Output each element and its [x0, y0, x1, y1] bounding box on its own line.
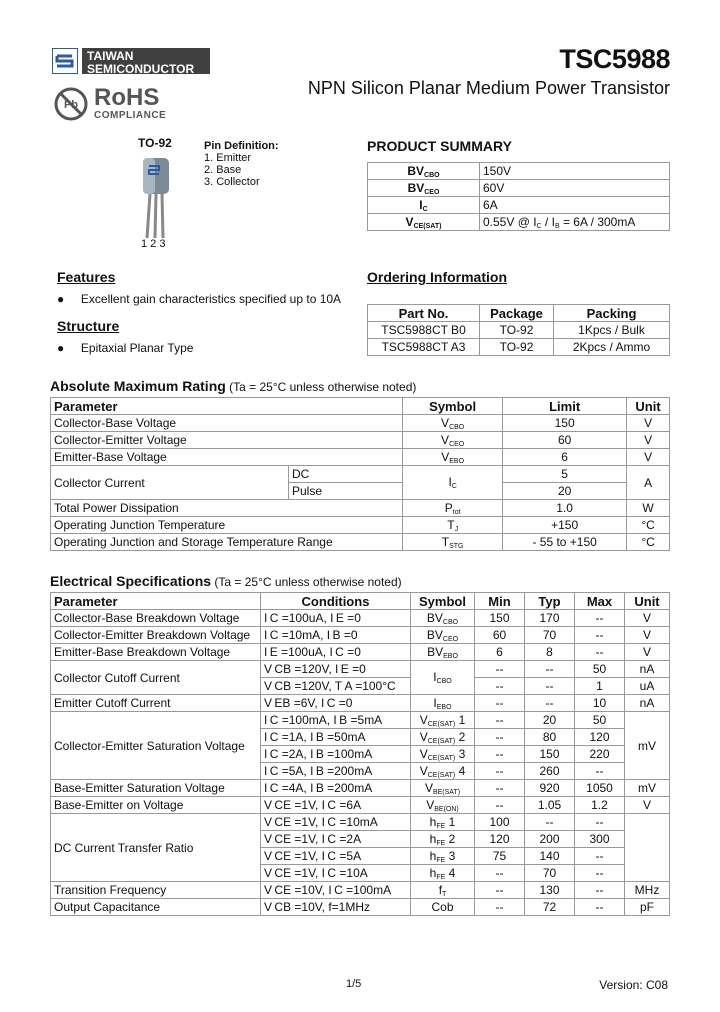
max: 1.2 [575, 797, 625, 814]
symbol: $I_{CBO}$ [411, 661, 475, 695]
part-no: TSC5988CT B0 [368, 322, 480, 339]
limit: - 55 to +150 [503, 534, 627, 551]
elec-row [51, 610, 670, 627]
abs-max-row [51, 466, 670, 483]
condition: V CB =10V, f=1MHz [261, 899, 411, 916]
abs-max-row [51, 500, 670, 517]
limit: 1.0 [503, 500, 627, 517]
min: 75 [475, 848, 525, 865]
unit [625, 814, 670, 882]
condition: V EB =6V, I C =0 [261, 695, 411, 712]
condition: V CE =1V, I C =5A [261, 848, 411, 865]
min: -- [475, 763, 525, 780]
min: 6 [475, 644, 525, 661]
typ: 8 [525, 644, 575, 661]
min: 120 [475, 831, 525, 848]
condition: V CE =10V, I C =100mA [261, 882, 411, 899]
unit: °C [627, 534, 670, 551]
summary-symbol: $BV_{CEO}$ [368, 180, 480, 197]
max: 220 [575, 746, 625, 763]
min: -- [475, 712, 525, 729]
max: 50 [575, 712, 625, 729]
condition: I E =100uA, I C =0 [261, 644, 411, 661]
param: Output Capacitance [51, 899, 261, 916]
param: Collector-Emitter Breakdown Voltage [51, 627, 261, 644]
elec-row [51, 627, 670, 644]
symbol: $h_{FE}$ 3 [411, 848, 475, 865]
elec-row [51, 644, 670, 661]
typ: -- [525, 814, 575, 831]
param: Collector-Emitter Voltage [51, 432, 403, 449]
condition: V CE =1V, I C =2A [261, 831, 411, 848]
summary-row [368, 197, 670, 214]
package: TO-92 [480, 339, 554, 356]
min: -- [475, 661, 525, 678]
symbol: $V_{CBO}$ [403, 415, 503, 432]
max: -- [575, 610, 625, 627]
company-logo [52, 44, 210, 77]
typ: 150 [525, 746, 575, 763]
min: -- [475, 882, 525, 899]
min: -- [475, 729, 525, 746]
pin-1: 1. Emitter [204, 152, 252, 164]
abs-max-row [51, 415, 670, 432]
symbol: $V_{BE(ON)}$ [411, 797, 475, 814]
symbol: $I_C$ [403, 466, 503, 500]
condition: I C =100mA, I B =5mA [261, 712, 411, 729]
param: DC Current Transfer Ratio [51, 814, 261, 882]
abs-max-row [51, 534, 670, 551]
abs-max-header-row [51, 398, 670, 415]
pb-label: Pb [63, 98, 79, 111]
limit: 6 [503, 449, 627, 466]
abs-max-row [51, 517, 670, 534]
structure-item: ● Epitaxial Planar Type [57, 341, 194, 355]
elec-header-row [51, 593, 670, 610]
max: 10 [575, 695, 625, 712]
unit: V [625, 627, 670, 644]
abs-max-row [51, 449, 670, 466]
symbol: $V_{CE(SAT)}$ 3 [411, 746, 475, 763]
limit: 60 [503, 432, 627, 449]
typ: -- [525, 661, 575, 678]
col-part-no: Part No. [368, 305, 480, 322]
summary-value: 6A [480, 197, 670, 214]
features-title: Features [57, 269, 116, 285]
typ: 80 [525, 729, 575, 746]
pin-definition [204, 140, 279, 188]
pin-numbers: 1 2 3 [141, 238, 166, 250]
typ: 70 [525, 627, 575, 644]
symbol: $P_{tot}$ [403, 500, 503, 517]
symbol: $BV_{CBO}$ [411, 610, 475, 627]
param: Transition Frequency [51, 882, 261, 899]
package: TO-92 [480, 322, 554, 339]
unit: V [625, 797, 670, 814]
summary-row [368, 163, 670, 180]
max: 1 [575, 678, 625, 695]
param: Collector-Base Voltage [51, 415, 403, 432]
param: Base-Emitter Saturation Voltage [51, 780, 261, 797]
min: -- [475, 678, 525, 695]
product-summary-table [367, 162, 670, 231]
symbol: Cob [411, 899, 475, 916]
max: -- [575, 882, 625, 899]
param: Emitter Cutoff Current [51, 695, 261, 712]
ordering-title: Ordering Information [367, 269, 507, 285]
param: Collector Current [51, 466, 289, 500]
symbol: $T_{STG}$ [403, 534, 503, 551]
unit: nA [625, 695, 670, 712]
typ: 20 [525, 712, 575, 729]
param: Base-Emitter on Voltage [51, 797, 261, 814]
symbol: $h_{FE}$ 4 [411, 865, 475, 882]
summary-value: 60V [480, 180, 670, 197]
limit: 5 [503, 466, 627, 483]
condition: Pulse [289, 483, 403, 500]
max: -- [575, 814, 625, 831]
unit: W [627, 500, 670, 517]
col-conditions: Conditions [261, 593, 411, 610]
max: -- [575, 627, 625, 644]
param: Operating Junction Temperature [51, 517, 403, 534]
abs-max-row [51, 432, 670, 449]
company-name [82, 48, 210, 74]
summary-value: 150V [480, 163, 670, 180]
condition: I C =10mA, I B =0 [261, 627, 411, 644]
min: -- [475, 797, 525, 814]
min: -- [475, 780, 525, 797]
symbol: $V_{CE(SAT)}$ 2 [411, 729, 475, 746]
ordering-header-row [368, 305, 670, 322]
typ: 72 [525, 899, 575, 916]
max: 120 [575, 729, 625, 746]
min: -- [475, 865, 525, 882]
typ: 130 [525, 882, 575, 899]
summary-row [368, 180, 670, 197]
symbol: $V_{CEO}$ [403, 432, 503, 449]
symbol: $V_{BE(SAT)}$ [411, 780, 475, 797]
ordering-row [368, 339, 670, 356]
pb-free-icon [54, 87, 88, 121]
unit: °C [627, 517, 670, 534]
part-description: NPN Silicon Planar Medium Power Transistor [307, 78, 670, 98]
elec-row [51, 695, 670, 712]
condition: V CE =1V, I C =10A [261, 865, 411, 882]
typ: 170 [525, 610, 575, 627]
structure-title: Structure [57, 318, 120, 334]
col-unit: Unit [627, 398, 670, 415]
typ: -- [525, 695, 575, 712]
min: 60 [475, 627, 525, 644]
condition: I C =2A, I B =100mA [261, 746, 411, 763]
packing: 1Kpcs / Bulk [554, 322, 670, 339]
product-summary-title: PRODUCT SUMMARY [367, 138, 512, 154]
summary-row [368, 214, 670, 231]
param: Collector-Base Breakdown Voltage [51, 610, 261, 627]
symbol: $V_{CE(SAT)}$ 1 [411, 712, 475, 729]
rohs-label: RoHS [94, 84, 160, 111]
condition: I C =1A, I B =50mA [261, 729, 411, 746]
condition: V CB =120V, I E =0 [261, 661, 411, 678]
abs-max-title: Absolute Maximum Rating (Ta = 25°C unless otherwise noted) [50, 378, 417, 394]
elec-row [51, 712, 670, 729]
condition: V CB =120V, T A =100°C [261, 678, 411, 695]
condition: I C =5A, I B =200mA [261, 763, 411, 780]
summary-symbol: $BV_{CBO}$ [368, 163, 480, 180]
max: -- [575, 644, 625, 661]
col-min: Min [475, 593, 525, 610]
typ: 920 [525, 780, 575, 797]
summary-symbol: $V_{CE(SAT)}$ [368, 214, 480, 231]
company-line1: TAIWAN [87, 48, 134, 63]
max: -- [575, 848, 625, 865]
ordering-table [367, 304, 670, 356]
min: -- [475, 746, 525, 763]
elec-row [51, 661, 670, 678]
unit: V [627, 449, 670, 466]
symbol: $T_J$ [403, 517, 503, 534]
typ: 260 [525, 763, 575, 780]
unit: pF [625, 899, 670, 916]
company-line2: SEMICONDUCTOR [87, 61, 195, 76]
limit: 150 [503, 415, 627, 432]
col-max: Max [575, 593, 625, 610]
unit: MHz [625, 882, 670, 899]
unit: V [625, 644, 670, 661]
unit: V [625, 610, 670, 627]
symbol: $BV_{EBO}$ [411, 644, 475, 661]
summary-symbol: $I_C$ [368, 197, 480, 214]
max: -- [575, 865, 625, 882]
max: -- [575, 899, 625, 916]
col-limit: Limit [503, 398, 627, 415]
elec-title: Electrical Specifications (Ta = 25°C unless otherwise noted) [50, 573, 402, 589]
unit: mV [625, 780, 670, 797]
summary-value: 0.55V @ $I_C / I_B = 6A / 300mA$ [480, 214, 670, 231]
symbol: $h_{FE}$ 1 [411, 814, 475, 831]
max: 1050 [575, 780, 625, 797]
unit: mV [625, 712, 670, 780]
symbol: $BV_{CEO}$ [411, 627, 475, 644]
symbol: $h_{FE}$ 2 [411, 831, 475, 848]
col-unit: Unit [625, 593, 670, 610]
abs-max-table [50, 397, 670, 551]
col-package: Package [480, 305, 554, 322]
ordering-row [368, 322, 670, 339]
pin-2: 2. Base [204, 164, 242, 176]
to92-package-icon [135, 154, 180, 242]
package-name: TO-92 [138, 136, 172, 150]
min: -- [475, 695, 525, 712]
elec-row [51, 797, 670, 814]
rohs-compliance-label: COMPLIANCE [94, 110, 167, 121]
min: 100 [475, 814, 525, 831]
col-symbol: Symbol [411, 593, 475, 610]
condition: I C =100uA, I E =0 [261, 610, 411, 627]
unit: A [627, 466, 670, 500]
param: Emitter-Base Breakdown Voltage [51, 644, 261, 661]
unit: V [627, 415, 670, 432]
min: -- [475, 899, 525, 916]
part-number-title: TSC5988 [559, 44, 670, 74]
condition: V CE =1V, I C =6A [261, 797, 411, 814]
packing: 2Kpcs / Ammo [554, 339, 670, 356]
symbol: $V_{EBO}$ [403, 449, 503, 466]
elec-row [51, 814, 670, 831]
min: 150 [475, 610, 525, 627]
param: Collector Cutoff Current [51, 661, 261, 695]
typ: 70 [525, 865, 575, 882]
typ: 1.05 [525, 797, 575, 814]
col-typ: Typ [525, 593, 575, 610]
col-parameter: Parameter [51, 398, 403, 415]
col-symbol: Symbol [403, 398, 503, 415]
part-no: TSC5988CT A3 [368, 339, 480, 356]
version: Version: C08 [599, 978, 668, 992]
elec-table [50, 592, 670, 916]
condition: DC [289, 466, 403, 483]
max: 50 [575, 661, 625, 678]
page-number: 1/5 [346, 978, 362, 990]
condition: V CE =1V, I C =10mA [261, 814, 411, 831]
elec-row [51, 899, 670, 916]
symbol: $I_{EBO}$ [411, 695, 475, 712]
symbol: $f_T$ [411, 882, 475, 899]
typ: 140 [525, 848, 575, 865]
typ: -- [525, 678, 575, 695]
elec-row [51, 780, 670, 797]
param: Emitter-Base Voltage [51, 449, 403, 466]
ts-logo-icon [52, 48, 78, 74]
unit: nA [625, 661, 670, 678]
pin-3: 3. Collector [204, 176, 260, 188]
condition: I C =4A, I B =200mA [261, 780, 411, 797]
param: Operating Junction and Storage Temperature Range [51, 534, 403, 551]
rohs-badge [54, 86, 166, 121]
param: Collector-Emitter Saturation Voltage [51, 712, 261, 780]
col-parameter: Parameter [51, 593, 261, 610]
limit: 20 [503, 483, 627, 500]
symbol: $V_{CE(SAT)}$ 4 [411, 763, 475, 780]
unit: uA [625, 678, 670, 695]
max: 300 [575, 831, 625, 848]
pin-definition-title: Pin Definition: [204, 140, 279, 152]
param: Total Power Dissipation [51, 500, 403, 517]
unit: V [627, 432, 670, 449]
max: -- [575, 763, 625, 780]
typ: 200 [525, 831, 575, 848]
elec-row [51, 882, 670, 899]
col-packing: Packing [554, 305, 670, 322]
limit: +150 [503, 517, 627, 534]
feature-item: ● Excellent gain characteristics specified up to 10A [57, 292, 342, 306]
